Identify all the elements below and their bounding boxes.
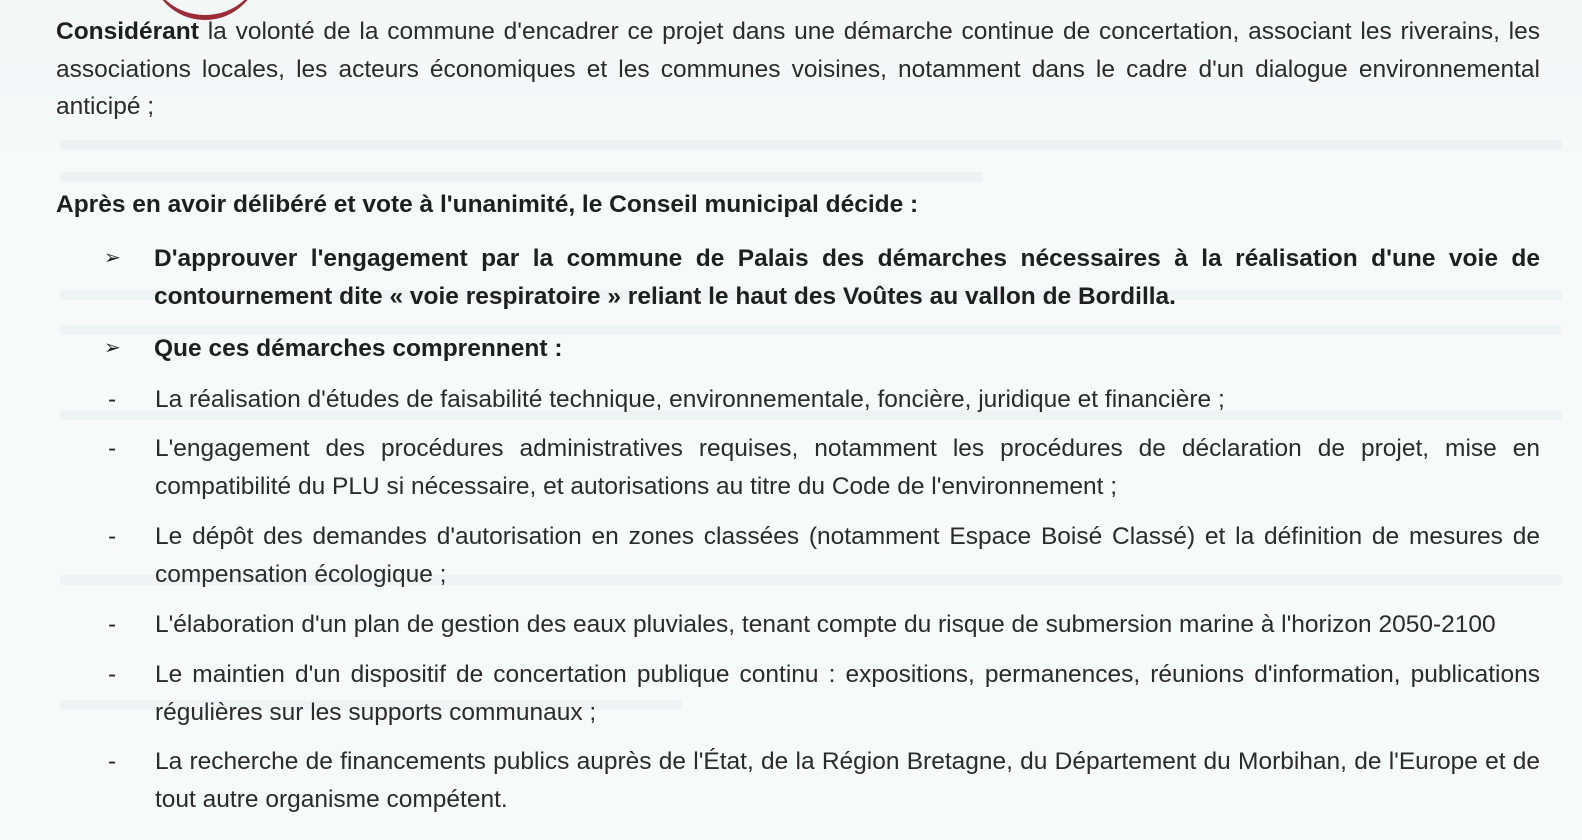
dash-bullet: - [108,661,117,688]
dash-bullet: - [108,611,117,638]
list-item-text: L'élaboration d'un plan de gestion des eaux pluviales, tenant compte du risque de submersion marine à l'horizon 2050-2100 [155,611,1496,638]
dash-bullet: - [108,523,117,550]
decision-item [104,240,1540,315]
list-item-text: Le dépôt des demandes d'autorisation en zones classées (notamment Espace Boisé Classé) et la définition de mesures de compensation écologique ; [155,523,1540,588]
show-through-line [60,140,1562,150]
dash-bullet: - [108,386,117,413]
decision-item [104,330,1540,368]
dash-bullet: - [108,748,117,775]
list-item-text: La recherche de financements publics auprès de l'État, de la Région Bretagne, du Département du Morbihan, de l'Europe et de tout autre organisme compétent. [155,748,1540,813]
show-through-line [60,172,982,182]
list-item [104,743,1540,818]
decision-item-text: Que ces démarches comprennent : [154,335,563,362]
list-item-text: Le maintien d'un dispositif de concertation publique continu : expositions, permanences, réunions d'information, publications régulières sur les supports communaux ; [155,661,1540,726]
list-item [104,381,1540,419]
intro-paragraph [56,13,1540,126]
list-item [104,430,1540,505]
arrow-bullet-icon: ➢ [104,337,121,359]
list-item [104,656,1540,731]
list-item-text: La réalisation d'études de faisabilité technique, environnementale, foncière, juridique et financière ; [155,386,1225,413]
arrow-bullet-icon: ➢ [104,247,121,269]
decision-item-text: D'approuver l'engagement par la commune de Palais des démarches nécessaires à la réalisation d'une voie de contournement dite « voie respiratoire » reliant le haut des Voûtes au vallon de Bordilla. [154,245,1540,310]
decision-heading: Après en avoir délibéré et vote à l'unanimité, le Conseil municipal décide : [56,191,919,218]
dash-bullet: - [108,435,117,462]
intro-lead-word: Considérant [56,18,199,45]
list-item [104,606,1540,644]
list-item [104,518,1540,593]
intro-text: la volonté de la commune d'encadrer ce projet dans une démarche continue de concertation, associant les riverains, les associations locales, les acteurs économiques et les communes voisines, notamment dans le cadre d'un dialogue environnemental anticipé ; [56,18,1540,120]
list-item-text: L'engagement des procédures administratives requises, notamment les procédures de déclaration de projet, mise en compatibilité du PLU si nécessaire, et autorisations au titre du Code de l'environnement ; [155,435,1540,500]
